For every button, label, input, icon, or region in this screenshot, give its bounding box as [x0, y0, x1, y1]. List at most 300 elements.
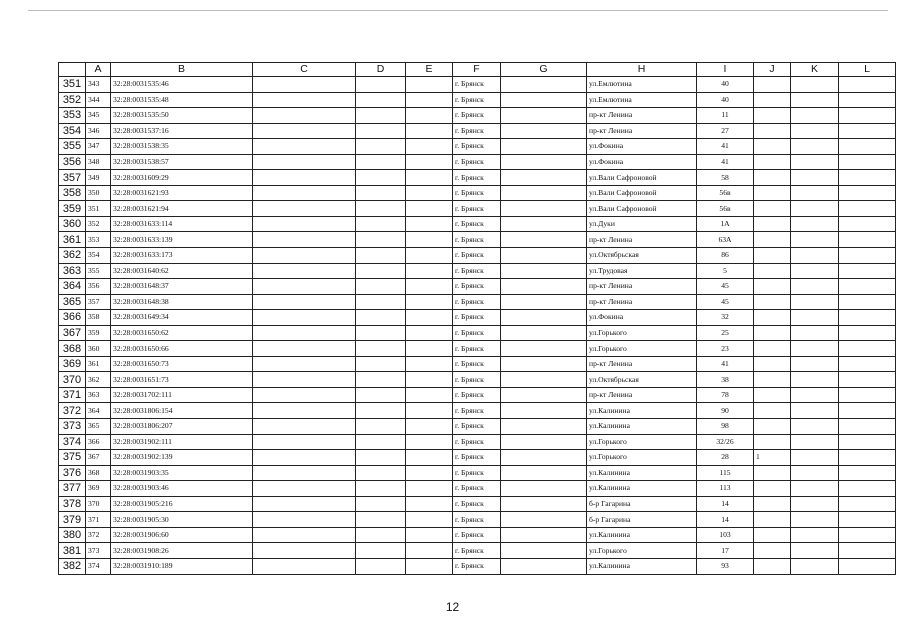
cell-g[interactable]: [501, 558, 587, 574]
cell-h[interactable]: ул.Фокина: [587, 139, 697, 155]
cell-b[interactable]: 32:28:0031910:189: [111, 558, 253, 574]
cell-e[interactable]: [406, 77, 453, 93]
cell-g[interactable]: [501, 356, 587, 372]
cell-h[interactable]: ул.Емлютина: [587, 92, 697, 108]
cell-e[interactable]: [406, 232, 453, 248]
cell-l[interactable]: [839, 263, 896, 279]
cell-k[interactable]: [791, 232, 839, 248]
cell-d[interactable]: [356, 372, 406, 388]
cell-g[interactable]: [501, 201, 587, 217]
cell-d[interactable]: [356, 310, 406, 326]
cell-g[interactable]: [501, 434, 587, 450]
cell-k[interactable]: [791, 216, 839, 232]
cell-c[interactable]: [253, 512, 356, 528]
cell-k[interactable]: [791, 543, 839, 559]
cell-e[interactable]: [406, 372, 453, 388]
cell-c[interactable]: [253, 279, 356, 295]
cell-a[interactable]: 359: [86, 325, 111, 341]
cell-c[interactable]: [253, 170, 356, 186]
cell-h[interactable]: ул.Калинина: [587, 558, 697, 574]
cell-j[interactable]: [754, 294, 791, 310]
cell-k[interactable]: [791, 481, 839, 497]
cell-k[interactable]: [791, 108, 839, 124]
cell-l[interactable]: [839, 527, 896, 543]
cell-d[interactable]: [356, 419, 406, 435]
cell-c[interactable]: [253, 154, 356, 170]
cell-d[interactable]: [356, 387, 406, 403]
cell-d[interactable]: [356, 294, 406, 310]
cell-b[interactable]: 32:28:0031535:46: [111, 77, 253, 93]
cell-k[interactable]: [791, 77, 839, 93]
cell-a[interactable]: 365: [86, 419, 111, 435]
cell-g[interactable]: [501, 123, 587, 139]
cell-d[interactable]: [356, 263, 406, 279]
cell-g[interactable]: [501, 481, 587, 497]
cell-c[interactable]: [253, 465, 356, 481]
cell-k[interactable]: [791, 558, 839, 574]
cell-d[interactable]: [356, 527, 406, 543]
cell-d[interactable]: [356, 216, 406, 232]
cell-j[interactable]: [754, 325, 791, 341]
cell-j[interactable]: [754, 92, 791, 108]
cell-i[interactable]: 1А: [697, 216, 754, 232]
cell-k[interactable]: [791, 356, 839, 372]
cell-h[interactable]: пр-кт Ленина: [587, 294, 697, 310]
cell-c[interactable]: [253, 403, 356, 419]
column-header-d[interactable]: D: [356, 63, 406, 77]
cell-j[interactable]: [754, 248, 791, 264]
cell-c[interactable]: [253, 356, 356, 372]
cell-l[interactable]: [839, 310, 896, 326]
cell-b[interactable]: 32:28:0031806:207: [111, 419, 253, 435]
cell-f[interactable]: г. Брянск: [453, 263, 501, 279]
cell-e[interactable]: [406, 481, 453, 497]
cell-f[interactable]: г. Брянск: [453, 372, 501, 388]
cell-i[interactable]: 41: [697, 139, 754, 155]
cell-c[interactable]: [253, 294, 356, 310]
cell-i[interactable]: 28: [697, 450, 754, 466]
cell-d[interactable]: [356, 185, 406, 201]
cell-k[interactable]: [791, 419, 839, 435]
cell-j[interactable]: [754, 170, 791, 186]
cell-f[interactable]: г. Брянск: [453, 481, 501, 497]
cell-h[interactable]: пр-кт Ленина: [587, 279, 697, 295]
cell-k[interactable]: [791, 92, 839, 108]
cell-j[interactable]: [754, 372, 791, 388]
cell-a[interactable]: 350: [86, 185, 111, 201]
cell-e[interactable]: [406, 465, 453, 481]
cell-c[interactable]: [253, 543, 356, 559]
cell-j[interactable]: [754, 77, 791, 93]
cell-d[interactable]: [356, 201, 406, 217]
cell-i[interactable]: 14: [697, 496, 754, 512]
cell-l[interactable]: [839, 248, 896, 264]
cell-d[interactable]: [356, 434, 406, 450]
cell-f[interactable]: г. Брянск: [453, 216, 501, 232]
cell-i[interactable]: 56в: [697, 201, 754, 217]
cell-e[interactable]: [406, 419, 453, 435]
cell-j[interactable]: 1: [754, 450, 791, 466]
cell-a[interactable]: 370: [86, 496, 111, 512]
cell-h[interactable]: ул.Дуки: [587, 216, 697, 232]
cell-a[interactable]: 366: [86, 434, 111, 450]
cell-a[interactable]: 347: [86, 139, 111, 155]
cell-d[interactable]: [356, 92, 406, 108]
cell-h[interactable]: ул.Горького: [587, 434, 697, 450]
cell-a[interactable]: 348: [86, 154, 111, 170]
cell-i[interactable]: 58: [697, 170, 754, 186]
cell-l[interactable]: [839, 512, 896, 528]
cell-g[interactable]: [501, 465, 587, 481]
cell-e[interactable]: [406, 310, 453, 326]
cell-l[interactable]: [839, 92, 896, 108]
cell-k[interactable]: [791, 170, 839, 186]
cell-j[interactable]: [754, 481, 791, 497]
cell-l[interactable]: [839, 154, 896, 170]
cell-e[interactable]: [406, 527, 453, 543]
cell-c[interactable]: [253, 387, 356, 403]
cell-l[interactable]: [839, 170, 896, 186]
cell-i[interactable]: 38: [697, 372, 754, 388]
cell-h[interactable]: б-р Гагарина: [587, 496, 697, 512]
cell-a[interactable]: 355: [86, 263, 111, 279]
cell-d[interactable]: [356, 543, 406, 559]
cell-i[interactable]: 45: [697, 294, 754, 310]
cell-l[interactable]: [839, 558, 896, 574]
cell-f[interactable]: г. Брянск: [453, 170, 501, 186]
cell-l[interactable]: [839, 450, 896, 466]
cell-a[interactable]: 356: [86, 279, 111, 295]
cell-e[interactable]: [406, 341, 453, 357]
cell-j[interactable]: [754, 279, 791, 295]
cell-k[interactable]: [791, 512, 839, 528]
cell-c[interactable]: [253, 341, 356, 357]
cell-a[interactable]: 352: [86, 216, 111, 232]
cell-f[interactable]: г. Брянск: [453, 356, 501, 372]
cell-l[interactable]: [839, 279, 896, 295]
cell-b[interactable]: 32:28:0031537:16: [111, 123, 253, 139]
cell-f[interactable]: г. Брянск: [453, 154, 501, 170]
cell-i[interactable]: 40: [697, 92, 754, 108]
cell-f[interactable]: г. Брянск: [453, 108, 501, 124]
cell-i[interactable]: 27: [697, 123, 754, 139]
cell-j[interactable]: [754, 108, 791, 124]
cell-g[interactable]: [501, 139, 587, 155]
cell-j[interactable]: [754, 216, 791, 232]
cell-b[interactable]: 32:28:0031905:30: [111, 512, 253, 528]
cell-d[interactable]: [356, 154, 406, 170]
cell-i[interactable]: 17: [697, 543, 754, 559]
cell-h[interactable]: ул.Калинина: [587, 465, 697, 481]
cell-d[interactable]: [356, 450, 406, 466]
cell-g[interactable]: [501, 263, 587, 279]
cell-e[interactable]: [406, 263, 453, 279]
cell-b[interactable]: 32:28:0031908:26: [111, 543, 253, 559]
cell-i[interactable]: 11: [697, 108, 754, 124]
cell-a[interactable]: 368: [86, 465, 111, 481]
cell-l[interactable]: [839, 543, 896, 559]
cell-e[interactable]: [406, 450, 453, 466]
cell-k[interactable]: [791, 185, 839, 201]
cell-i[interactable]: 98: [697, 419, 754, 435]
cell-b[interactable]: 32:28:0031609:29: [111, 170, 253, 186]
cell-h[interactable]: ул.Горького: [587, 543, 697, 559]
cell-k[interactable]: [791, 294, 839, 310]
cell-j[interactable]: [754, 403, 791, 419]
cell-g[interactable]: [501, 294, 587, 310]
cell-d[interactable]: [356, 465, 406, 481]
cell-h[interactable]: ул.Фокина: [587, 310, 697, 326]
cell-f[interactable]: г. Брянск: [453, 558, 501, 574]
cell-l[interactable]: [839, 201, 896, 217]
cell-b[interactable]: 32:28:0031902:139: [111, 450, 253, 466]
column-header-a[interactable]: A: [86, 63, 111, 77]
cell-g[interactable]: [501, 341, 587, 357]
cell-c[interactable]: [253, 372, 356, 388]
cell-e[interactable]: [406, 325, 453, 341]
cell-g[interactable]: [501, 216, 587, 232]
cell-l[interactable]: [839, 325, 896, 341]
cell-a[interactable]: 361: [86, 356, 111, 372]
cell-i[interactable]: 103: [697, 527, 754, 543]
cell-k[interactable]: [791, 154, 839, 170]
cell-e[interactable]: [406, 201, 453, 217]
cell-l[interactable]: [839, 481, 896, 497]
cell-c[interactable]: [253, 481, 356, 497]
cell-l[interactable]: [839, 341, 896, 357]
cell-j[interactable]: [754, 527, 791, 543]
cell-a[interactable]: 373: [86, 543, 111, 559]
cell-d[interactable]: [356, 279, 406, 295]
cell-k[interactable]: [791, 450, 839, 466]
cell-g[interactable]: [501, 450, 587, 466]
cell-g[interactable]: [501, 170, 587, 186]
cell-k[interactable]: [791, 201, 839, 217]
column-header-g[interactable]: G: [501, 63, 587, 77]
cell-d[interactable]: [356, 139, 406, 155]
cell-i[interactable]: 41: [697, 356, 754, 372]
cell-f[interactable]: г. Брянск: [453, 325, 501, 341]
cell-g[interactable]: [501, 232, 587, 248]
cell-i[interactable]: 63А: [697, 232, 754, 248]
cell-j[interactable]: [754, 512, 791, 528]
cell-a[interactable]: 346: [86, 123, 111, 139]
cell-b[interactable]: 32:28:0031902:111: [111, 434, 253, 450]
cell-b[interactable]: 32:28:0031651:73: [111, 372, 253, 388]
cell-k[interactable]: [791, 403, 839, 419]
cell-f[interactable]: г. Брянск: [453, 123, 501, 139]
cell-h[interactable]: пр-кт Ленина: [587, 232, 697, 248]
cell-f[interactable]: г. Брянск: [453, 310, 501, 326]
cell-h[interactable]: ул.Октябрьская: [587, 248, 697, 264]
cell-d[interactable]: [356, 123, 406, 139]
cell-g[interactable]: [501, 310, 587, 326]
column-header-e[interactable]: E: [406, 63, 453, 77]
cell-j[interactable]: [754, 185, 791, 201]
cell-f[interactable]: г. Брянск: [453, 294, 501, 310]
cell-i[interactable]: 41: [697, 154, 754, 170]
cell-e[interactable]: [406, 294, 453, 310]
column-header-k[interactable]: K: [791, 63, 839, 77]
cell-f[interactable]: г. Брянск: [453, 341, 501, 357]
cell-c[interactable]: [253, 123, 356, 139]
cell-c[interactable]: [253, 558, 356, 574]
cell-f[interactable]: г. Брянск: [453, 527, 501, 543]
cell-b[interactable]: 32:28:0031903:35: [111, 465, 253, 481]
cell-h[interactable]: ул.Вали Сафроновой: [587, 170, 697, 186]
cell-l[interactable]: [839, 216, 896, 232]
cell-a[interactable]: 345: [86, 108, 111, 124]
cell-c[interactable]: [253, 77, 356, 93]
cell-e[interactable]: [406, 139, 453, 155]
cell-j[interactable]: [754, 419, 791, 435]
cell-a[interactable]: 363: [86, 387, 111, 403]
cell-a[interactable]: 349: [86, 170, 111, 186]
cell-h[interactable]: пр-кт Ленина: [587, 356, 697, 372]
cell-c[interactable]: [253, 434, 356, 450]
cell-b[interactable]: 32:28:0031621:94: [111, 201, 253, 217]
cell-i[interactable]: 115: [697, 465, 754, 481]
cell-h[interactable]: ул.Вали Сафроновой: [587, 201, 697, 217]
cell-b[interactable]: 32:28:0031903:46: [111, 481, 253, 497]
cell-f[interactable]: г. Брянск: [453, 77, 501, 93]
cell-g[interactable]: [501, 372, 587, 388]
cell-h[interactable]: ул.Емлютина: [587, 77, 697, 93]
cell-c[interactable]: [253, 527, 356, 543]
cell-i[interactable]: 90: [697, 403, 754, 419]
cell-a[interactable]: 358: [86, 310, 111, 326]
cell-g[interactable]: [501, 512, 587, 528]
cell-f[interactable]: г. Брянск: [453, 465, 501, 481]
cell-b[interactable]: 32:28:0031650:73: [111, 356, 253, 372]
cell-d[interactable]: [356, 481, 406, 497]
cell-j[interactable]: [754, 496, 791, 512]
cell-b[interactable]: 32:28:0031702:111: [111, 387, 253, 403]
cell-f[interactable]: г. Брянск: [453, 403, 501, 419]
column-header-b[interactable]: B: [111, 63, 253, 77]
cell-i[interactable]: 78: [697, 387, 754, 403]
column-header-h[interactable]: H: [587, 63, 697, 77]
cell-g[interactable]: [501, 108, 587, 124]
cell-e[interactable]: [406, 356, 453, 372]
cell-j[interactable]: [754, 139, 791, 155]
cell-b[interactable]: 32:28:0031648:37: [111, 279, 253, 295]
cell-g[interactable]: [501, 77, 587, 93]
cell-a[interactable]: 367: [86, 450, 111, 466]
cell-f[interactable]: г. Брянск: [453, 232, 501, 248]
cell-d[interactable]: [356, 341, 406, 357]
cell-d[interactable]: [356, 356, 406, 372]
cell-c[interactable]: [253, 216, 356, 232]
cell-e[interactable]: [406, 403, 453, 419]
cell-f[interactable]: г. Брянск: [453, 92, 501, 108]
cell-a[interactable]: 354: [86, 248, 111, 264]
cell-i[interactable]: 32: [697, 310, 754, 326]
cell-j[interactable]: [754, 558, 791, 574]
cell-j[interactable]: [754, 310, 791, 326]
cell-i[interactable]: 40: [697, 77, 754, 93]
cell-j[interactable]: [754, 341, 791, 357]
cell-h[interactable]: пр-кт Ленина: [587, 387, 697, 403]
cell-l[interactable]: [839, 77, 896, 93]
cell-l[interactable]: [839, 403, 896, 419]
cell-d[interactable]: [356, 558, 406, 574]
cell-h[interactable]: ул.Горького: [587, 341, 697, 357]
cell-j[interactable]: [754, 465, 791, 481]
cell-b[interactable]: 32:28:0031535:50: [111, 108, 253, 124]
cell-g[interactable]: [501, 403, 587, 419]
cell-d[interactable]: [356, 108, 406, 124]
cell-b[interactable]: 32:28:0031633:139: [111, 232, 253, 248]
cell-h[interactable]: ул.Калинина: [587, 403, 697, 419]
cell-h[interactable]: ул.Фокина: [587, 154, 697, 170]
cell-g[interactable]: [501, 496, 587, 512]
cell-d[interactable]: [356, 77, 406, 93]
cell-d[interactable]: [356, 232, 406, 248]
cell-e[interactable]: [406, 248, 453, 264]
cell-h[interactable]: ул.Трудовая: [587, 263, 697, 279]
cell-g[interactable]: [501, 325, 587, 341]
cell-e[interactable]: [406, 496, 453, 512]
cell-c[interactable]: [253, 248, 356, 264]
cell-k[interactable]: [791, 263, 839, 279]
cell-f[interactable]: г. Брянск: [453, 248, 501, 264]
cell-h[interactable]: б-р Гагарина: [587, 512, 697, 528]
cell-c[interactable]: [253, 92, 356, 108]
column-header-l[interactable]: L: [839, 63, 896, 77]
cell-i[interactable]: 14: [697, 512, 754, 528]
cell-i[interactable]: 93: [697, 558, 754, 574]
cell-e[interactable]: [406, 512, 453, 528]
cell-d[interactable]: [356, 170, 406, 186]
cell-g[interactable]: [501, 387, 587, 403]
cell-j[interactable]: [754, 263, 791, 279]
cell-e[interactable]: [406, 185, 453, 201]
cell-b[interactable]: 32:28:0031538:35: [111, 139, 253, 155]
cell-a[interactable]: 371: [86, 512, 111, 528]
cell-j[interactable]: [754, 232, 791, 248]
cell-f[interactable]: г. Брянск: [453, 185, 501, 201]
column-header-i[interactable]: I: [697, 63, 754, 77]
cell-k[interactable]: [791, 325, 839, 341]
cell-l[interactable]: [839, 465, 896, 481]
cell-e[interactable]: [406, 92, 453, 108]
cell-l[interactable]: [839, 372, 896, 388]
cell-k[interactable]: [791, 434, 839, 450]
cell-k[interactable]: [791, 387, 839, 403]
cell-g[interactable]: [501, 419, 587, 435]
cell-l[interactable]: [839, 387, 896, 403]
cell-e[interactable]: [406, 108, 453, 124]
cell-c[interactable]: [253, 263, 356, 279]
cell-a[interactable]: 362: [86, 372, 111, 388]
cell-c[interactable]: [253, 496, 356, 512]
cell-a[interactable]: 357: [86, 294, 111, 310]
cell-b[interactable]: 32:28:0031621:93: [111, 185, 253, 201]
cell-d[interactable]: [356, 248, 406, 264]
cell-d[interactable]: [356, 496, 406, 512]
cell-b[interactable]: 32:28:0031648:38: [111, 294, 253, 310]
column-header-j[interactable]: J: [754, 63, 791, 77]
cell-c[interactable]: [253, 108, 356, 124]
cell-h[interactable]: ул.Октябрьская: [587, 372, 697, 388]
cell-f[interactable]: г. Брянск: [453, 496, 501, 512]
cell-l[interactable]: [839, 294, 896, 310]
cell-c[interactable]: [253, 450, 356, 466]
cell-h[interactable]: пр-кт Ленина: [587, 123, 697, 139]
cell-b[interactable]: 32:28:0031535:48: [111, 92, 253, 108]
cell-i[interactable]: 25: [697, 325, 754, 341]
